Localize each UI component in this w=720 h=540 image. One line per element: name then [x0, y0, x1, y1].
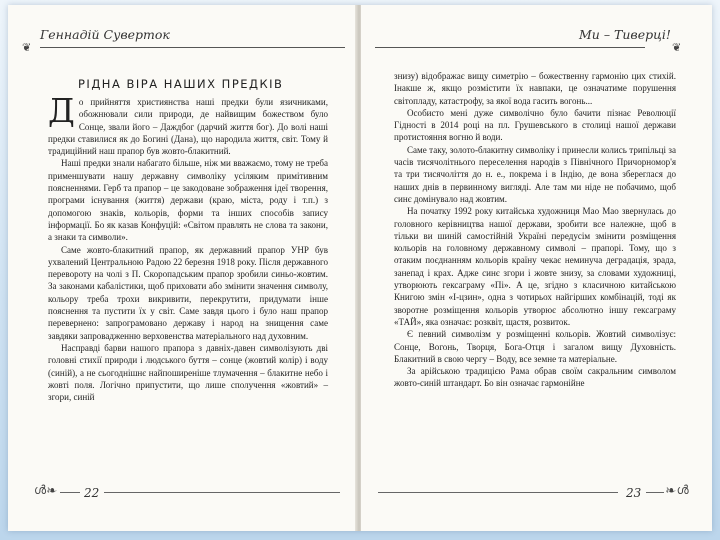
- paragraph: Особисто мені дуже символічно було бачити пізнає Революції Гідності в 2014 році на пл. Грушевського в столиці нашої держави протистояння вогню й води.: [394, 107, 676, 143]
- right-header-rule: [375, 47, 645, 48]
- footer-rule-left-long: [104, 492, 340, 493]
- paragraph: знизу) відображає вищу симетрію – божественну гармонію цих стихій. Інакше ж, якщо розмістити їх навпаки, це означатиме порушення світопладу, катастрофу, за якої вода гасить вогонь...: [394, 71, 676, 106]
- paragraph: Саме таку, золото-блакитну символіку і принесли колись трипільці за часів тисячолітнього переселення народів з Північного Причорномор'я та три тисячоліття до н. е., покрема і в Індію, де вона збереглася до наших днів в первинному вигляді. Але там ми ніде не побачимо, щоб синє домінувало над жовтим.: [394, 144, 676, 204]
- dropcap-letter: Д: [48, 91, 75, 130]
- paragraph: Є певний символізм у розміщенні кольорів. Жовтий символізує: Сонце, Вогонь, Творця, Бога-Отця і загалом вищу Духовність. Блакитний в свою чергу – Воду, все земне та матеріальне.: [394, 329, 676, 364]
- right-page-header: Ми – Тиверці!: [579, 27, 671, 42]
- paragraph: На початку 1992 року китайська художниця Мао Мао звернулась до головного керівництва нашої держави, зробити все належне, щоб в тільки ви шиній самостійній Україні передусім змінити розміщення кольорів на головному державному символі – прапорі. Тому, що з отаким поєднанням кольорів країну чекає неминуча деградація, зрада, занепад і крах. Адже синє згори і жовте знизу, за словами художниці, утворюють гексаграму «Пі». А це, згідно з класичною китайською Книгою змін «І-цзин», одна з чотирьох найгірших комбінацій, тоді як зворотне розміщення кольорів утворює абсолютно іншу гексаграму «ТАЙ», яка означає: розквіт, щастя, розвиток.: [394, 206, 676, 327]
- left-page-number: 22: [84, 486, 100, 500]
- footer-rule-right-long: [378, 492, 618, 493]
- right-page-body: [394, 70, 676, 390]
- header-ornament-right: ❦: [672, 42, 682, 54]
- header-ornament-left: ❦: [22, 42, 32, 54]
- paragraph: Саме жовто-блакитний прапор, як державний прапор УНР був ухвалений Центральною Радою 22 березня 1918 року. Після державного перевороту на чолі з П. Скоропадським прапор зробили синьо-жовтим. За законами кабалістики, щоб приховати або змінити значення символу, кольору треба трохи викривити, перекрутити, придумати інше пояснення та пустити їх у світ. Саме завдя цього і було наш прапор перевернено: запрограмовано державу і народ на знищення саме завдяки запровадженню верховенства матеріального над духовним.: [48, 244, 328, 341]
- paragraph: о прийняття християнства наші предки були язичниками, обожнювали сили природи, де найвищим божеством було Сонце, звали його – Даждбог (дарчий життя бог). До волі наші предки ставилися як до Богині (Дана), що народила життя, світ. Тому й традиційний наш прапор був жовто-блакитний.: [48, 97, 328, 157]
- left-page-body: [48, 91, 328, 403]
- right-page-number: 23: [626, 486, 642, 500]
- paragraph: За арійською традицією Рама обрав своїм сакральним символом жовто-синій штандарт. Бо він означає гармонійне: [394, 366, 676, 389]
- paragraph: Насправді барви нашого прапора з давніх-давен символізують дві головні стихії природи і людського буття – сонце (жовтий колір) і воду (синій), а не сьогоднішнє найпоширеніше тлумачення – блакитне небо і жовті поля. Логічно припустити, що лише сполучення «жовтий» – згори, синій: [48, 342, 328, 403]
- chapter-title: РІДНА ВІРА НАШИХ ПРЕДКІВ: [78, 77, 284, 91]
- footer-flourish-right: ❧ൾ: [666, 483, 690, 497]
- paragraph: Наші предки знали набагато більше, ніж ми вважаємо, тому не треба применшувати нашу державну символіку усіляким примітивним поясненнями. Герб та прапор – це закодоване зображення ідеї творення, програми існування (життя) держави (краю, міста, роду і т.п.) з допомогою знаків, кольорів, форми та інших способів запису інформації. Бо як казав Конфуцій: «Світом правлять не слова та закони, а знаки та символи».: [48, 158, 328, 243]
- footer-rule-right: [646, 492, 664, 493]
- footer-flourish-left: ൾ❧: [34, 483, 58, 497]
- left-header-rule: [40, 47, 345, 48]
- footer-rule-left: [60, 492, 80, 493]
- left-page-header: Геннадій Суверток: [40, 27, 170, 42]
